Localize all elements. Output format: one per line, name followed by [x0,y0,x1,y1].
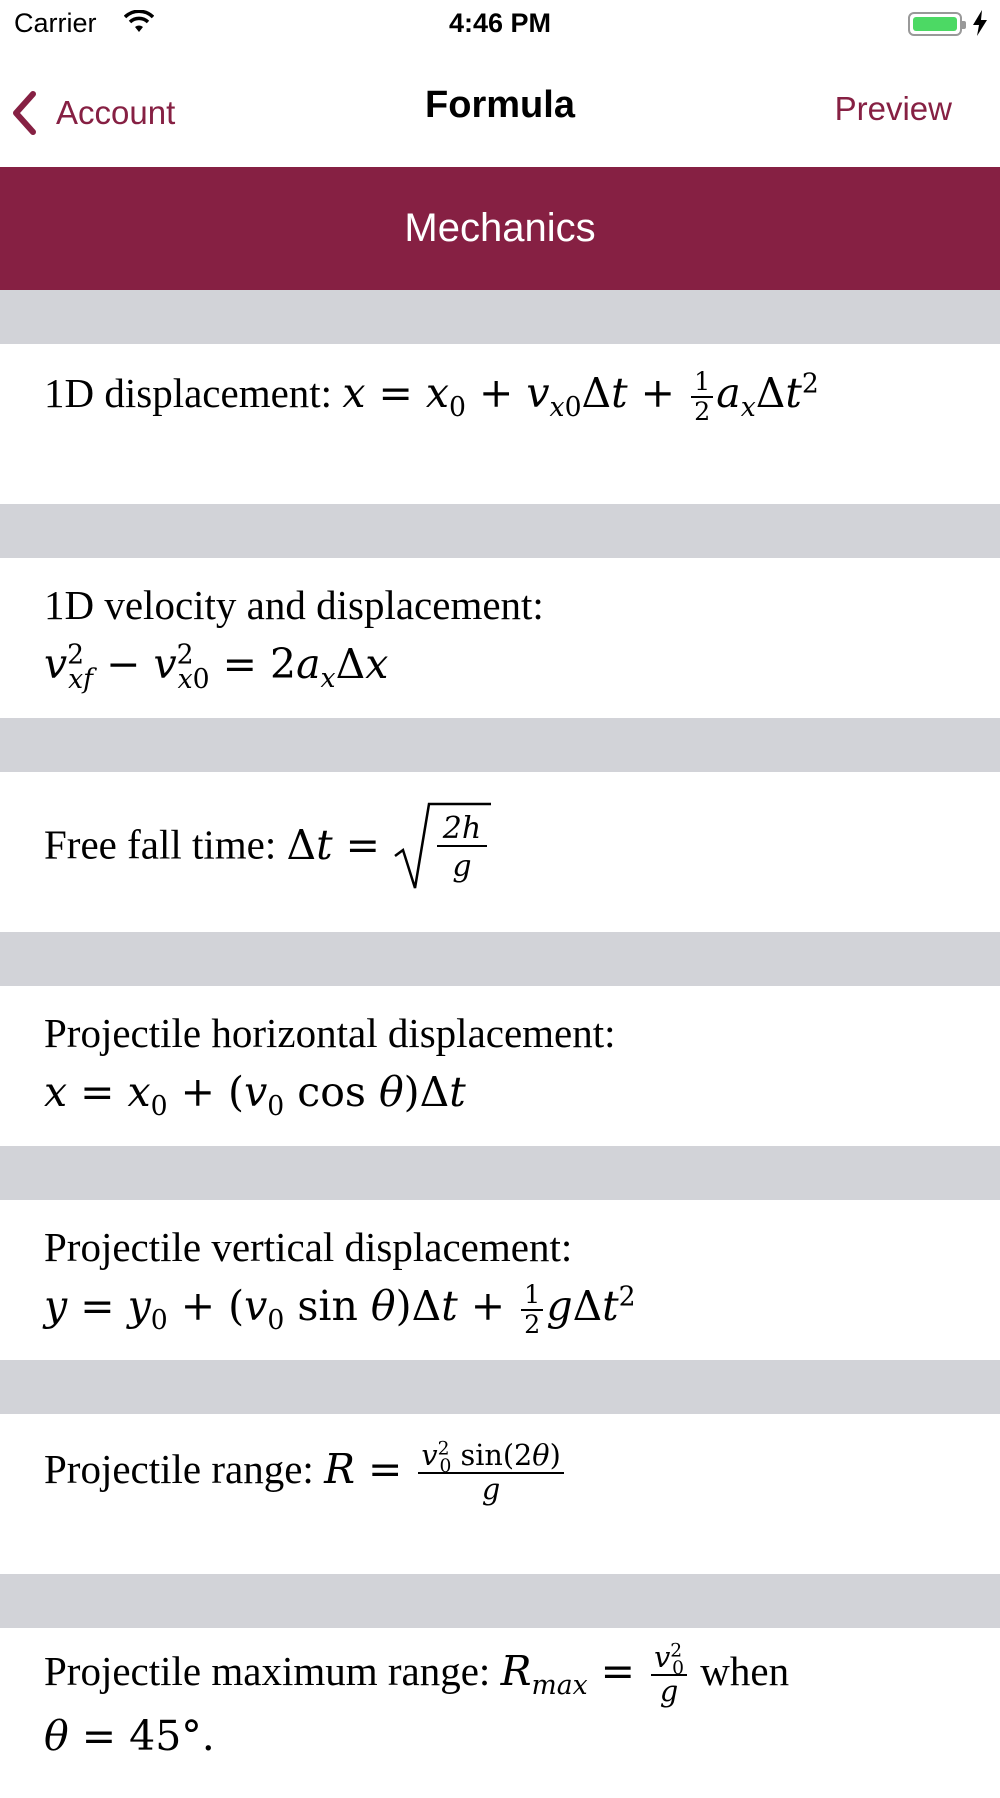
separator [0,504,1000,558]
separator [0,290,1000,344]
formula-equation: Δt = 2h g [287,821,494,869]
charging-bolt-icon [972,10,988,36]
list-item[interactable] [0,1200,1000,1360]
formula-label: Projectile vertical displacement: [44,1224,573,1270]
sqrt-sign [393,800,493,896]
list-item[interactable] [0,1414,1000,1574]
separator [0,1574,1000,1628]
list-item[interactable] [0,558,1000,718]
formula-label: 1D displacement: [44,370,333,416]
formula-label: 1D velocity and displacement: [44,582,544,628]
formula-label: Projectile maximum range: [44,1648,491,1695]
section-title: Mechanics [404,206,596,250]
formula-list [0,290,1000,1798]
formula-label: Projectile horizontal displacement: [44,1010,616,1056]
svg-text:2h: 2h [442,811,482,846]
clock: 4:46 PM [448,8,552,38]
separator [0,1360,1000,1414]
formula-equation: $y = y_0 + (v_0$ sin θ)Δt + $\frac{1}{2}$ gΔt$^2$ [44,1278,636,1339]
back-button-label: Account [56,94,176,131]
battery-icon [908,12,962,36]
formula-equation: $R_{max}$ = $\frac{v^2_0}{g}$ [501,1647,690,1695]
formula-equation: R = $\frac{v^2_0 \sin(2\theta)}{g}$ [324,1445,567,1493]
list-item[interactable] [0,344,1000,504]
list-item[interactable] [0,986,1000,1146]
formula-label: Free fall time: [44,821,277,868]
formula-equation: $v^2_{xf} - v^2_{x0} = 2a_x\Delta x$ [44,639,389,695]
svg-text:g: g [452,849,472,884]
carrier-label: Carrier [14,8,97,38]
list-item[interactable] [0,1628,1000,1798]
formula-equation: $x = x_0 + (v_0$ cos θ)Δt [44,1068,466,1123]
formula-equation: $x = x_0 + v_{x0}\Delta t$ + $\frac{1}{2}$ $a_x\Delta t^2$ [342,365,819,426]
separator [0,1146,1000,1200]
navigation-bar [0,60,1000,166]
page-title: Formula [425,84,575,126]
separator [0,932,1000,986]
status-bar [0,0,1000,50]
separator [0,718,1000,772]
preview-button[interactable]: Preview [834,90,952,127]
formula-condition: θ = 45°. [44,1712,215,1761]
section-header [0,167,1000,290]
list-item[interactable] [0,772,1000,932]
formula-suffix: when [700,1648,790,1695]
formula-label: Projectile range: [44,1446,314,1493]
